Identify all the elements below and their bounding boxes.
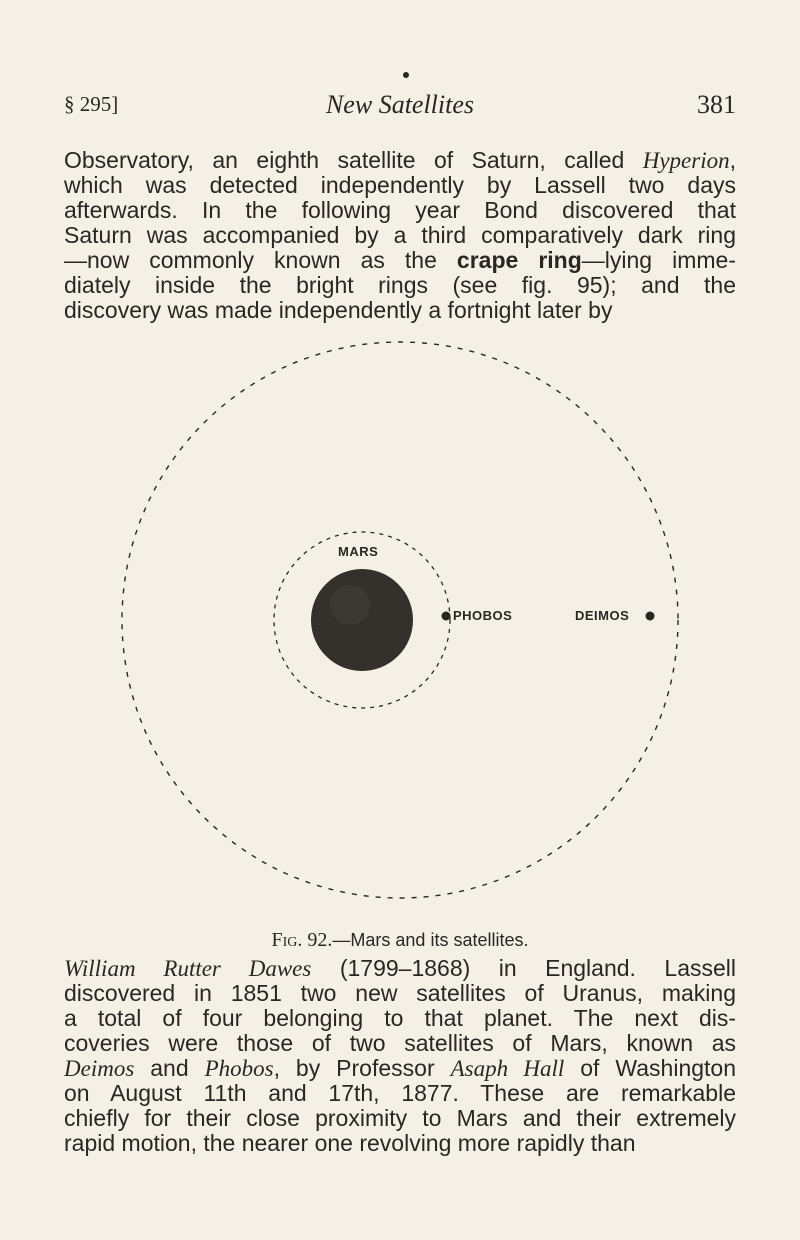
paragraph-2 [64, 956, 736, 1156]
paragraph-1 [64, 148, 736, 323]
text-line: —now commonly known as the crape ring—lying imme- [64, 247, 736, 273]
phobos-dot [442, 612, 451, 621]
text-line: coveries were those of two satellites of Mars, known as [64, 1030, 736, 1056]
mars-label: MARS [338, 544, 379, 559]
figure-caption-text: —Mars and its satellites. [332, 930, 529, 950]
italic-term: Deimos [64, 1056, 135, 1081]
text-line: on August 11th and 17th, 1877. These are remarkable [64, 1080, 736, 1106]
text-line: Saturn was accompanied by a third comparatively dark ring [64, 222, 736, 248]
deimos-dot [646, 612, 655, 621]
text-line: chiefly for their close proximity to Mars and their extremely [64, 1105, 736, 1131]
deimos-label: DEIMOS [575, 608, 630, 623]
text-line: Deimos and Phobos, by Professor Asaph Hall of Washington [64, 1055, 737, 1081]
text-line: discovery was made independently a fortnight later by [64, 297, 613, 323]
print-dot [403, 72, 409, 78]
mars-satellites-figure [80, 335, 720, 905]
italic-term: Phobos [204, 1056, 274, 1081]
running-head [64, 92, 736, 122]
text-line: which was detected independently by Lassell two days [64, 172, 736, 198]
page-number: 381 [697, 90, 736, 119]
italic-term: Hyperion [642, 148, 730, 173]
text-line: afterwards. In the following year Bond discovered that [64, 197, 736, 223]
text-line: rapid motion, the nearer one revolving more rapidly than [64, 1130, 636, 1156]
phobos-label: PHOBOS [453, 608, 513, 623]
mars-disc-shade [330, 585, 370, 625]
chapter-title: New Satellites [325, 90, 475, 119]
text-line: William Rutter Dawes (1799–1868) in England. Lassell [64, 955, 736, 981]
bold-term: crape ring [456, 247, 582, 273]
italic-term: Asaph Hall [450, 1056, 565, 1081]
text-line: Observatory, an eighth satellite of Saturn, called Hyperion, [64, 147, 736, 173]
section-number: § 295] [64, 92, 119, 116]
text-line: a total of four belonging to that planet. The next dis- [64, 1005, 736, 1031]
text-line: diately inside the bright rings (see fig. 95); and the [64, 272, 736, 298]
figure-caption [0, 929, 800, 952]
italic-term: William Rutter Dawes [64, 956, 312, 981]
figure-number: Fig. 92. [271, 929, 333, 951]
text-line: discovered in 1851 two new satellites of Uranus, making [64, 980, 736, 1006]
